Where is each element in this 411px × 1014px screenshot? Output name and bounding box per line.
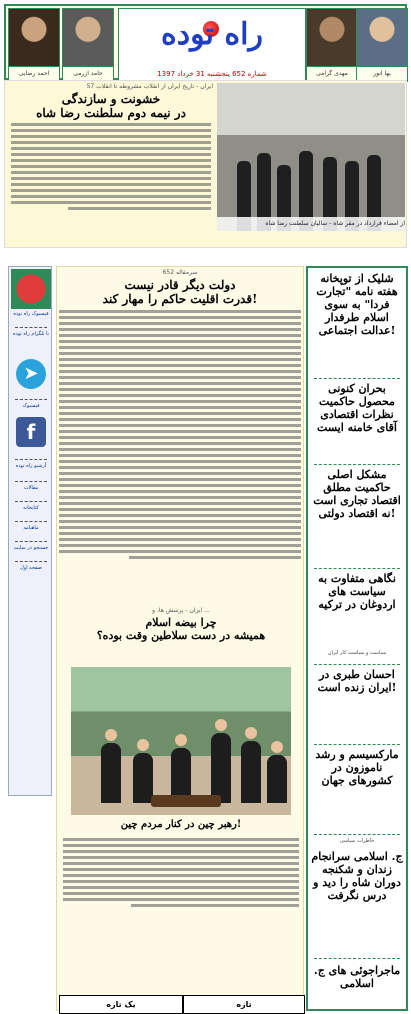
bottom-box-right[interactable]: تازه <box>183 995 305 1014</box>
telegram-icon[interactable]: ➤ <box>11 359 51 395</box>
left-sidebar <box>8 266 52 796</box>
sidebar-item-search[interactable]: جستجو در سایت <box>13 545 49 551</box>
sidebar-item-facebook[interactable]: فیسبوک <box>22 403 40 409</box>
portrait-left-1[interactable] <box>8 8 60 82</box>
sidebar-item-library[interactable]: کتابخانه <box>23 505 39 511</box>
portrait-caption: احمد رضایی <box>9 66 59 81</box>
photo-caption[interactable]: رهبر چین در کنار مردم چین! <box>120 819 242 830</box>
sidebar-item-archive[interactable]: آرشیو راه توده <box>15 463 47 469</box>
right-headlines-column <box>306 266 408 1011</box>
right-note: سیاست و سیاست کار ایران <box>327 650 387 656</box>
bottom-box-left[interactable]: یک تازه <box>59 995 183 1014</box>
issue-line: شماره 652 پنجشنبه 31 خرداد 1397 <box>157 70 267 78</box>
lead-headline-1[interactable]: خشونت و سازندگی <box>61 92 161 106</box>
main-body-2 <box>61 835 301 910</box>
logo[interactable] <box>118 8 306 82</box>
lead-body <box>9 123 213 210</box>
sidebar-item-monthly[interactable]: ماهنامه <box>23 525 39 531</box>
portrait-left-2[interactable] <box>62 8 114 82</box>
right-headline[interactable]: ج. اسلامی سرانجام زندان و شکنجه دوران شاه را دید و درس نگرفت <box>311 850 403 902</box>
question-headline-2[interactable]: همیشه در دست سلاطین وقت بوده؟ <box>96 629 266 642</box>
right-headline[interactable]: مشکل اصلی حاکمیت مطلق اقتصاد تجاری است نه اقتصاد دولتی! <box>313 468 401 520</box>
main-headline-2[interactable]: قدرت اقلیت حاکم را مهار کند! <box>102 292 258 306</box>
sidebar-item-home[interactable]: صفحه اول <box>20 565 42 571</box>
portrait-right-1[interactable] <box>306 8 358 82</box>
lead-photo <box>217 83 405 231</box>
question-headline-1[interactable]: چرا بیضه اسلام <box>145 616 217 629</box>
main-body <box>57 310 303 559</box>
right-headline[interactable]: نگاهی متفاوت به سیاست های اردوغان در ترکیه <box>318 572 396 611</box>
right-headline[interactable]: ماجراجوئی های ج. اسلامی <box>313 964 401 990</box>
facebook-icon[interactable]: f <box>11 417 51 453</box>
portrait-caption: مهدی گرامی <box>307 66 357 81</box>
right-note: خاطرات سیاسی <box>339 838 375 844</box>
lead-article[interactable] <box>4 80 407 248</box>
masthead <box>4 4 407 80</box>
main-issue: سرمقاله 652 <box>162 269 198 276</box>
portrait-caption: بها انور <box>357 66 407 81</box>
section-kicker: ایران - پرسش ها، و ... <box>152 607 210 614</box>
portrait-right-2[interactable] <box>356 8 408 82</box>
sidebar-item-facebook-page[interactable]: فیسبوک راه توده <box>13 311 49 317</box>
right-headline[interactable]: احسان طبری در ایران زنده است! <box>317 668 397 694</box>
portrait-caption: حامد ازرمی <box>63 66 113 81</box>
site-title: راه توده <box>161 17 263 52</box>
sidebar-item-telegram-text[interactable]: با تلگرام راه توده <box>13 331 49 337</box>
right-headline[interactable]: شلیک از توپخانه هفته نامه "تجارت فردا" به سوی اسلام طرفدار عدالت اجتماعی! <box>316 272 398 337</box>
sidebar-item-articles[interactable]: مقالات <box>23 485 39 491</box>
lead-photo-caption: از امضاء قرارداد در مقر شاه - سالیان سلطنت رضا شاه <box>217 217 405 231</box>
main-headline-1[interactable]: دولت دیگر قادر نیست <box>124 278 236 292</box>
china-leader-photo <box>71 667 291 815</box>
right-headline[interactable]: بحران کنونی محصول حاکمیت نظرات اقتصادی آقای خامنه ایست <box>317 382 397 434</box>
main-article-column <box>56 266 304 1011</box>
lead-kicker: ایران - تاریخ ایران از انقلاب مشروطه تا انقلاب 57 <box>86 83 213 90</box>
lead-headline-2[interactable]: در نیمه دوم سلطنت رضا شاه <box>36 106 186 120</box>
right-headline[interactable]: مارکسیسم و رشد ناموزون در کشورهای جهان <box>315 748 399 787</box>
rose-icon[interactable] <box>11 269 51 309</box>
